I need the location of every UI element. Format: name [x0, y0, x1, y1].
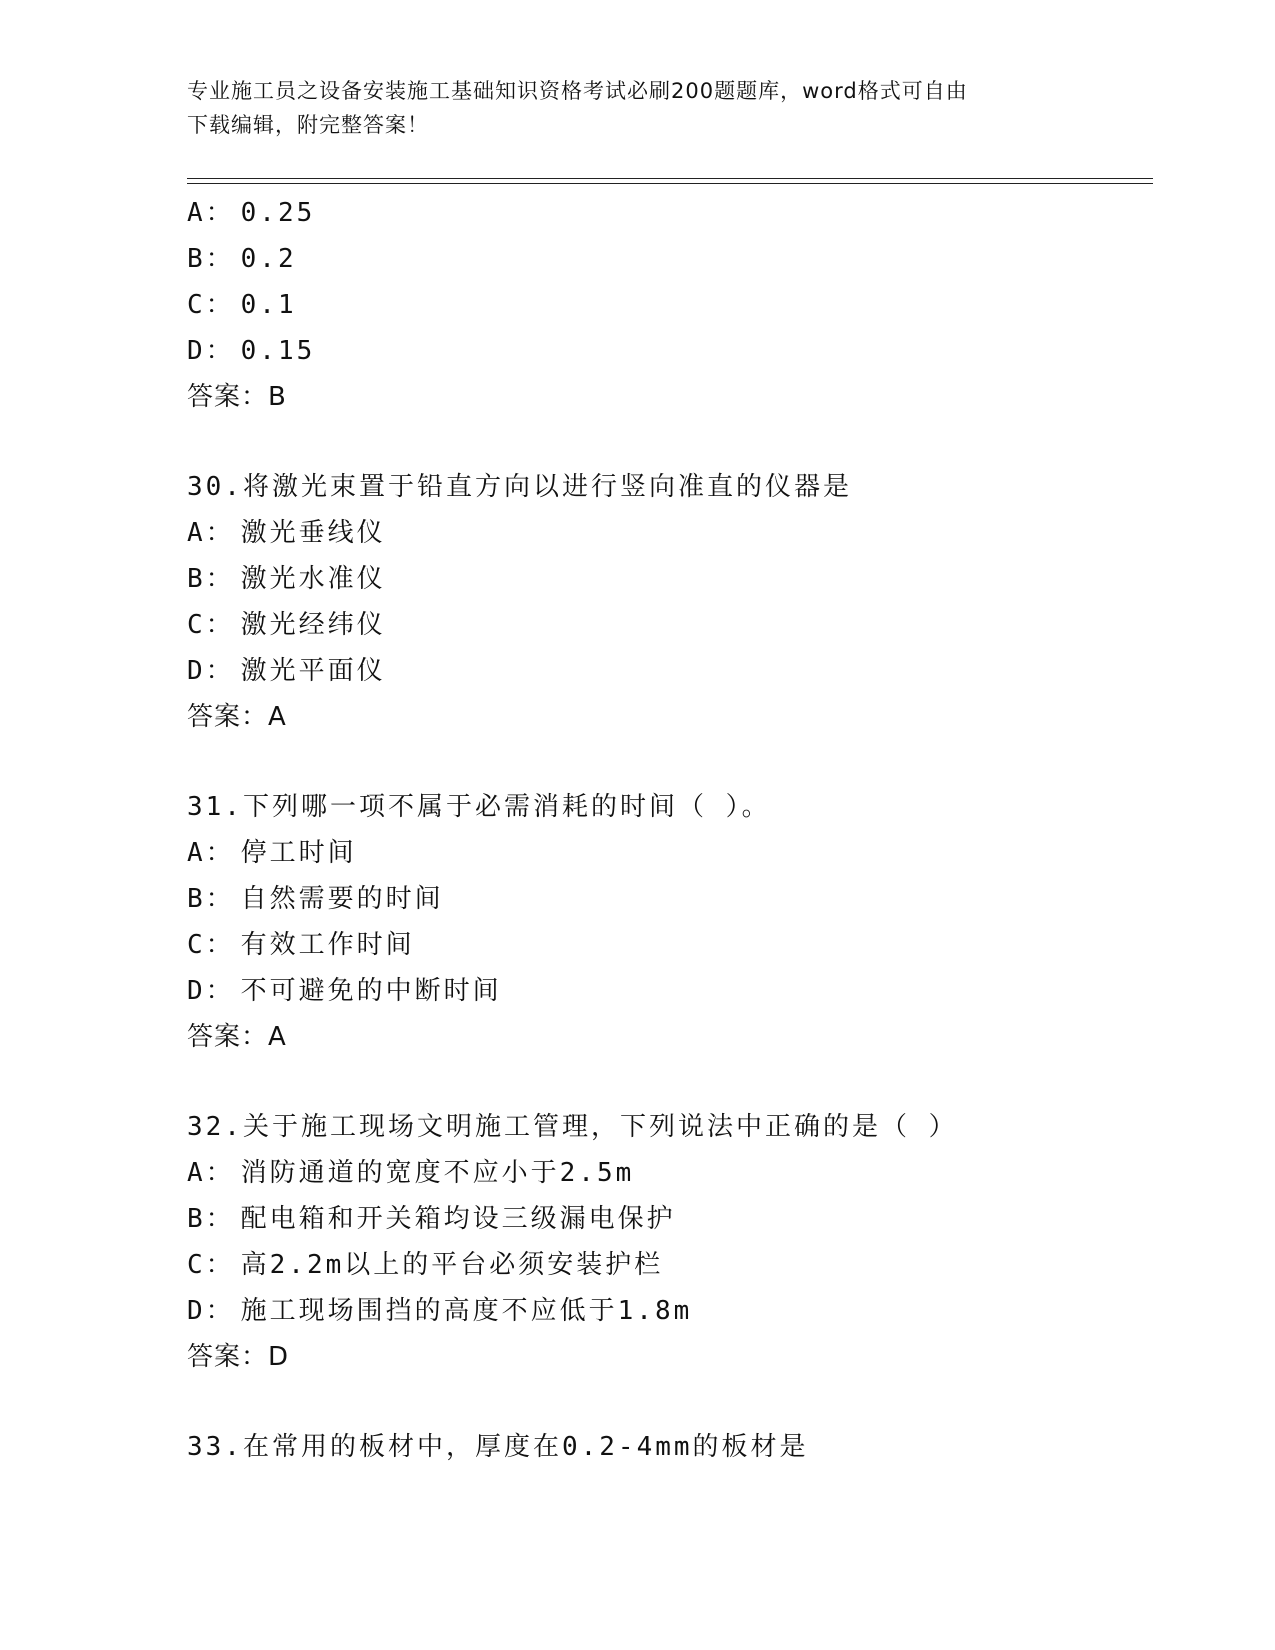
- option-a: [187, 830, 1153, 876]
- option-d: [187, 648, 1153, 694]
- option-text: 有效工作时间: [240, 930, 415, 960]
- option-text: 0.25: [240, 198, 316, 228]
- option-letter: A：: [187, 838, 235, 868]
- answer-line: 答案：D: [187, 1342, 290, 1372]
- option-text: 施工现场围挡的高度不应低于1.8m: [240, 1296, 693, 1326]
- option-c: [187, 282, 1153, 328]
- option-text: 0.1: [240, 290, 297, 320]
- question-text: 31.下列哪一项不属于必需消耗的时间（ ）。: [187, 792, 771, 822]
- option-c: [187, 1242, 1153, 1288]
- header-line-2: 下载编辑，附完整答案！: [187, 113, 429, 137]
- option-letter: D：: [187, 336, 235, 366]
- spacer: [187, 1380, 1153, 1424]
- option-text: 配电箱和开关箱均设三级漏电保护: [240, 1204, 676, 1234]
- option-text: 高2.2m以上的平台必须安装护栏: [240, 1250, 664, 1280]
- option-letter: A：: [187, 1158, 235, 1188]
- spacer: [187, 1060, 1153, 1104]
- option-letter: B：: [187, 1204, 235, 1234]
- option-a: [187, 1150, 1153, 1196]
- question-text: 30.将激光束置于铅直方向以进行竖向准直的仪器是: [187, 472, 852, 502]
- question-text: 32.关于施工现场文明施工管理，下列说法中正确的是（ ）: [187, 1112, 958, 1142]
- option-text: 停工时间: [240, 838, 357, 868]
- spacer: [187, 740, 1153, 784]
- question-text: 33.在常用的板材中，厚度在0.2-4mm的板材是: [187, 1432, 809, 1462]
- option-text: 激光经纬仪: [240, 610, 386, 640]
- option-text: 0.2: [240, 244, 297, 274]
- document-header: [187, 74, 1087, 142]
- question-list: [187, 190, 1153, 1470]
- header-divider-bottom: [187, 183, 1153, 184]
- option-text: 激光垂线仪: [240, 518, 386, 548]
- option-text: 不可避免的中断时间: [240, 976, 502, 1006]
- question-block: [187, 464, 1153, 740]
- option-letter: D：: [187, 656, 235, 686]
- option-letter: B：: [187, 884, 235, 914]
- option-letter: C：: [187, 290, 235, 320]
- option-letter: C：: [187, 1250, 235, 1280]
- option-letter: A：: [187, 518, 235, 548]
- header-divider-top: [187, 178, 1153, 179]
- question-block: [187, 784, 1153, 1060]
- option-text: 自然需要的时间: [240, 884, 444, 914]
- option-b: [187, 236, 1153, 282]
- question-block: [187, 1104, 1153, 1380]
- option-b: [187, 1196, 1153, 1242]
- option-letter: D：: [187, 1296, 235, 1326]
- spacer: [187, 420, 1153, 464]
- option-a: [187, 510, 1153, 556]
- option-letter: B：: [187, 244, 235, 274]
- option-letter: C：: [187, 930, 235, 960]
- answer-line: 答案：A: [187, 702, 287, 732]
- question-block: [187, 190, 1153, 420]
- option-d: [187, 968, 1153, 1014]
- option-text: 激光平面仪: [240, 656, 386, 686]
- option-b: [187, 556, 1153, 602]
- option-text: 消防通道的宽度不应小于2.5m: [240, 1158, 635, 1188]
- option-b: [187, 876, 1153, 922]
- option-d: [187, 1288, 1153, 1334]
- header-line-1: 专业施工员之设备安装施工基础知识资格考试必刷200题题库，word格式可自由: [187, 79, 968, 103]
- option-text: 激光水准仪: [240, 564, 386, 594]
- option-d: [187, 328, 1153, 374]
- option-c: [187, 602, 1153, 648]
- option-letter: B：: [187, 564, 235, 594]
- option-a: [187, 190, 1153, 236]
- answer-line: 答案：B: [187, 382, 287, 412]
- option-letter: D：: [187, 976, 235, 1006]
- answer-line: 答案：A: [187, 1022, 287, 1052]
- option-letter: C：: [187, 610, 235, 640]
- option-c: [187, 922, 1153, 968]
- option-text: 0.15: [240, 336, 316, 366]
- option-letter: A：: [187, 198, 235, 228]
